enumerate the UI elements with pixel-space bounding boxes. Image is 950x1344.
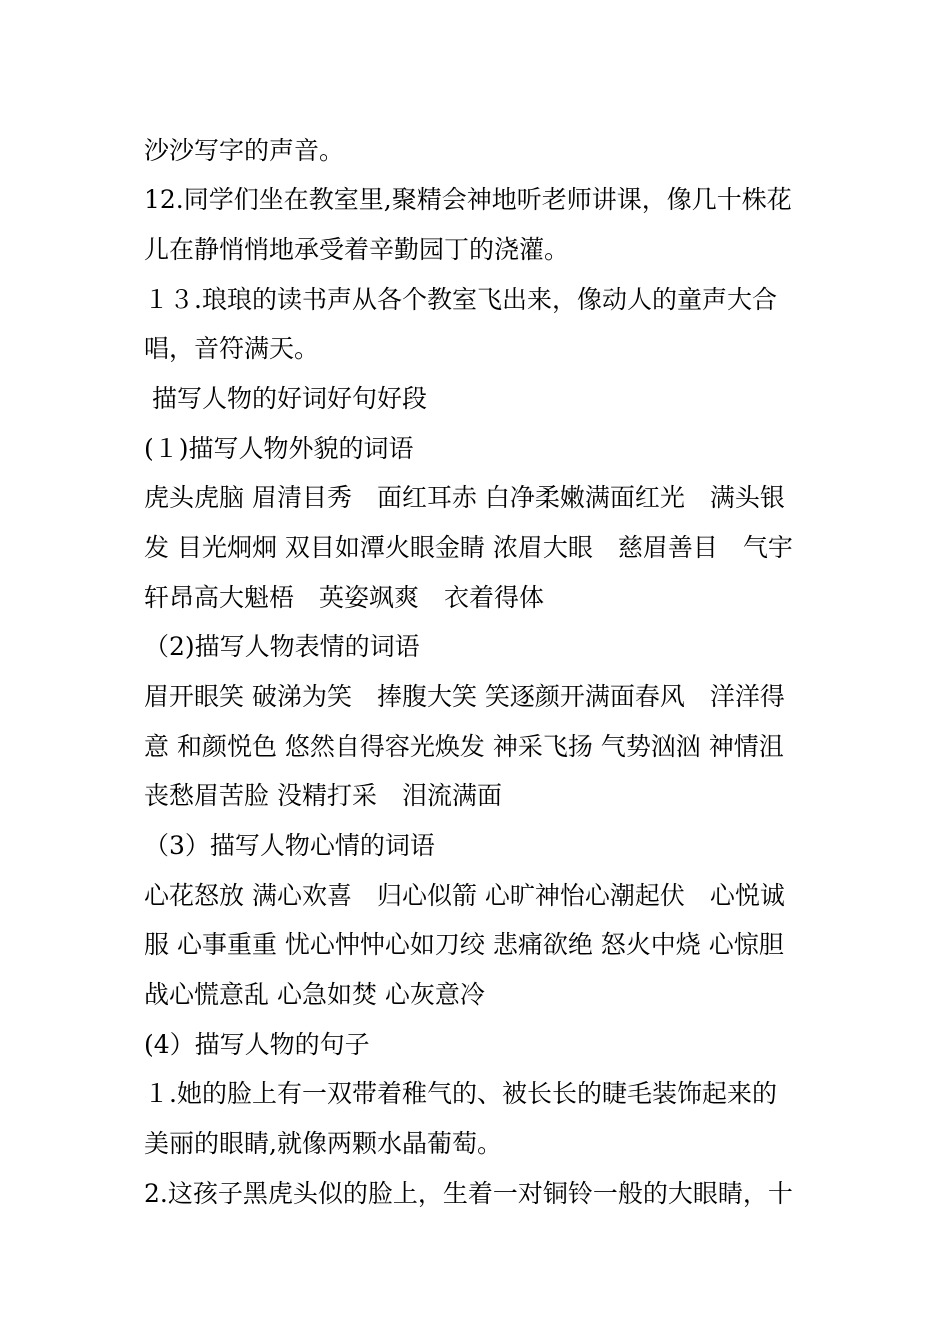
text-line: 美丽的眼睛,就像两颗水晶葡萄。 (144, 1129, 502, 1158)
subsection-heading: (１)描写人物外貌的词语 (144, 434, 414, 463)
text-line: 发 目光炯炯 双目如潭火眼金睛 浓眉大眼 慈眉善目 气宇 (144, 533, 793, 562)
text-line: 沙沙写字的声音。 (144, 136, 345, 165)
text-line: 2.这孩子黑虎头似的脸上，生着一对铜铃一般的大眼睛，十 (144, 1179, 793, 1208)
text-line: １３.琅琅的读书声从各个教室飞出来，像动人的童声大合 (144, 285, 777, 314)
text-line: 战心慌意乱 心急如焚 心灰意冷 (144, 980, 485, 1009)
text-line: 心花怒放 满心欢喜 归心似箭 心旷神怡心潮起伏 心悦诚 (144, 881, 785, 910)
text-line: 轩昂高大魁梧 英姿飒爽 衣着得体 (144, 583, 545, 612)
text-line: 眉开眼笑 破涕为笑 捧腹大笑 笑逐颜开满面春风 洋洋得 (144, 682, 785, 711)
text-line: 丧愁眉苦脸 没精打采 泪流满面 (144, 781, 502, 810)
text-line: 12.同学们坐在教室里,聚精会神地听老师讲课，像几十株花 (144, 185, 792, 214)
text-line: 虎头虎脑 眉清目秀 面红耳赤 白净柔嫩满面红光 满头银 (144, 483, 785, 512)
text-line: １.她的脸上有一双带着稚气的、被长长的睫毛装饰起来的 (144, 1079, 777, 1108)
text-line: 儿在静悄悄地承受着辛勤园丁的浇灌。 (144, 235, 570, 264)
text-line: 意 和颜悦色 悠然自得容光焕发 神采飞扬 气势汹汹 神情沮 (144, 732, 784, 761)
section-heading: 描写人物的好词好句好段 (144, 384, 427, 413)
text-line: 唱，音符满天。 (144, 334, 320, 363)
subsection-heading: （3）描写人物心情的词语 (144, 831, 435, 860)
subsection-heading: (4）描写人物的句子 (144, 1030, 370, 1059)
text-line: 服 心事重重 忧心忡忡心如刀绞 悲痛欲绝 怒火中烧 心惊胆 (144, 930, 784, 959)
subsection-heading: （2)描写人物表情的词语 (144, 632, 420, 661)
